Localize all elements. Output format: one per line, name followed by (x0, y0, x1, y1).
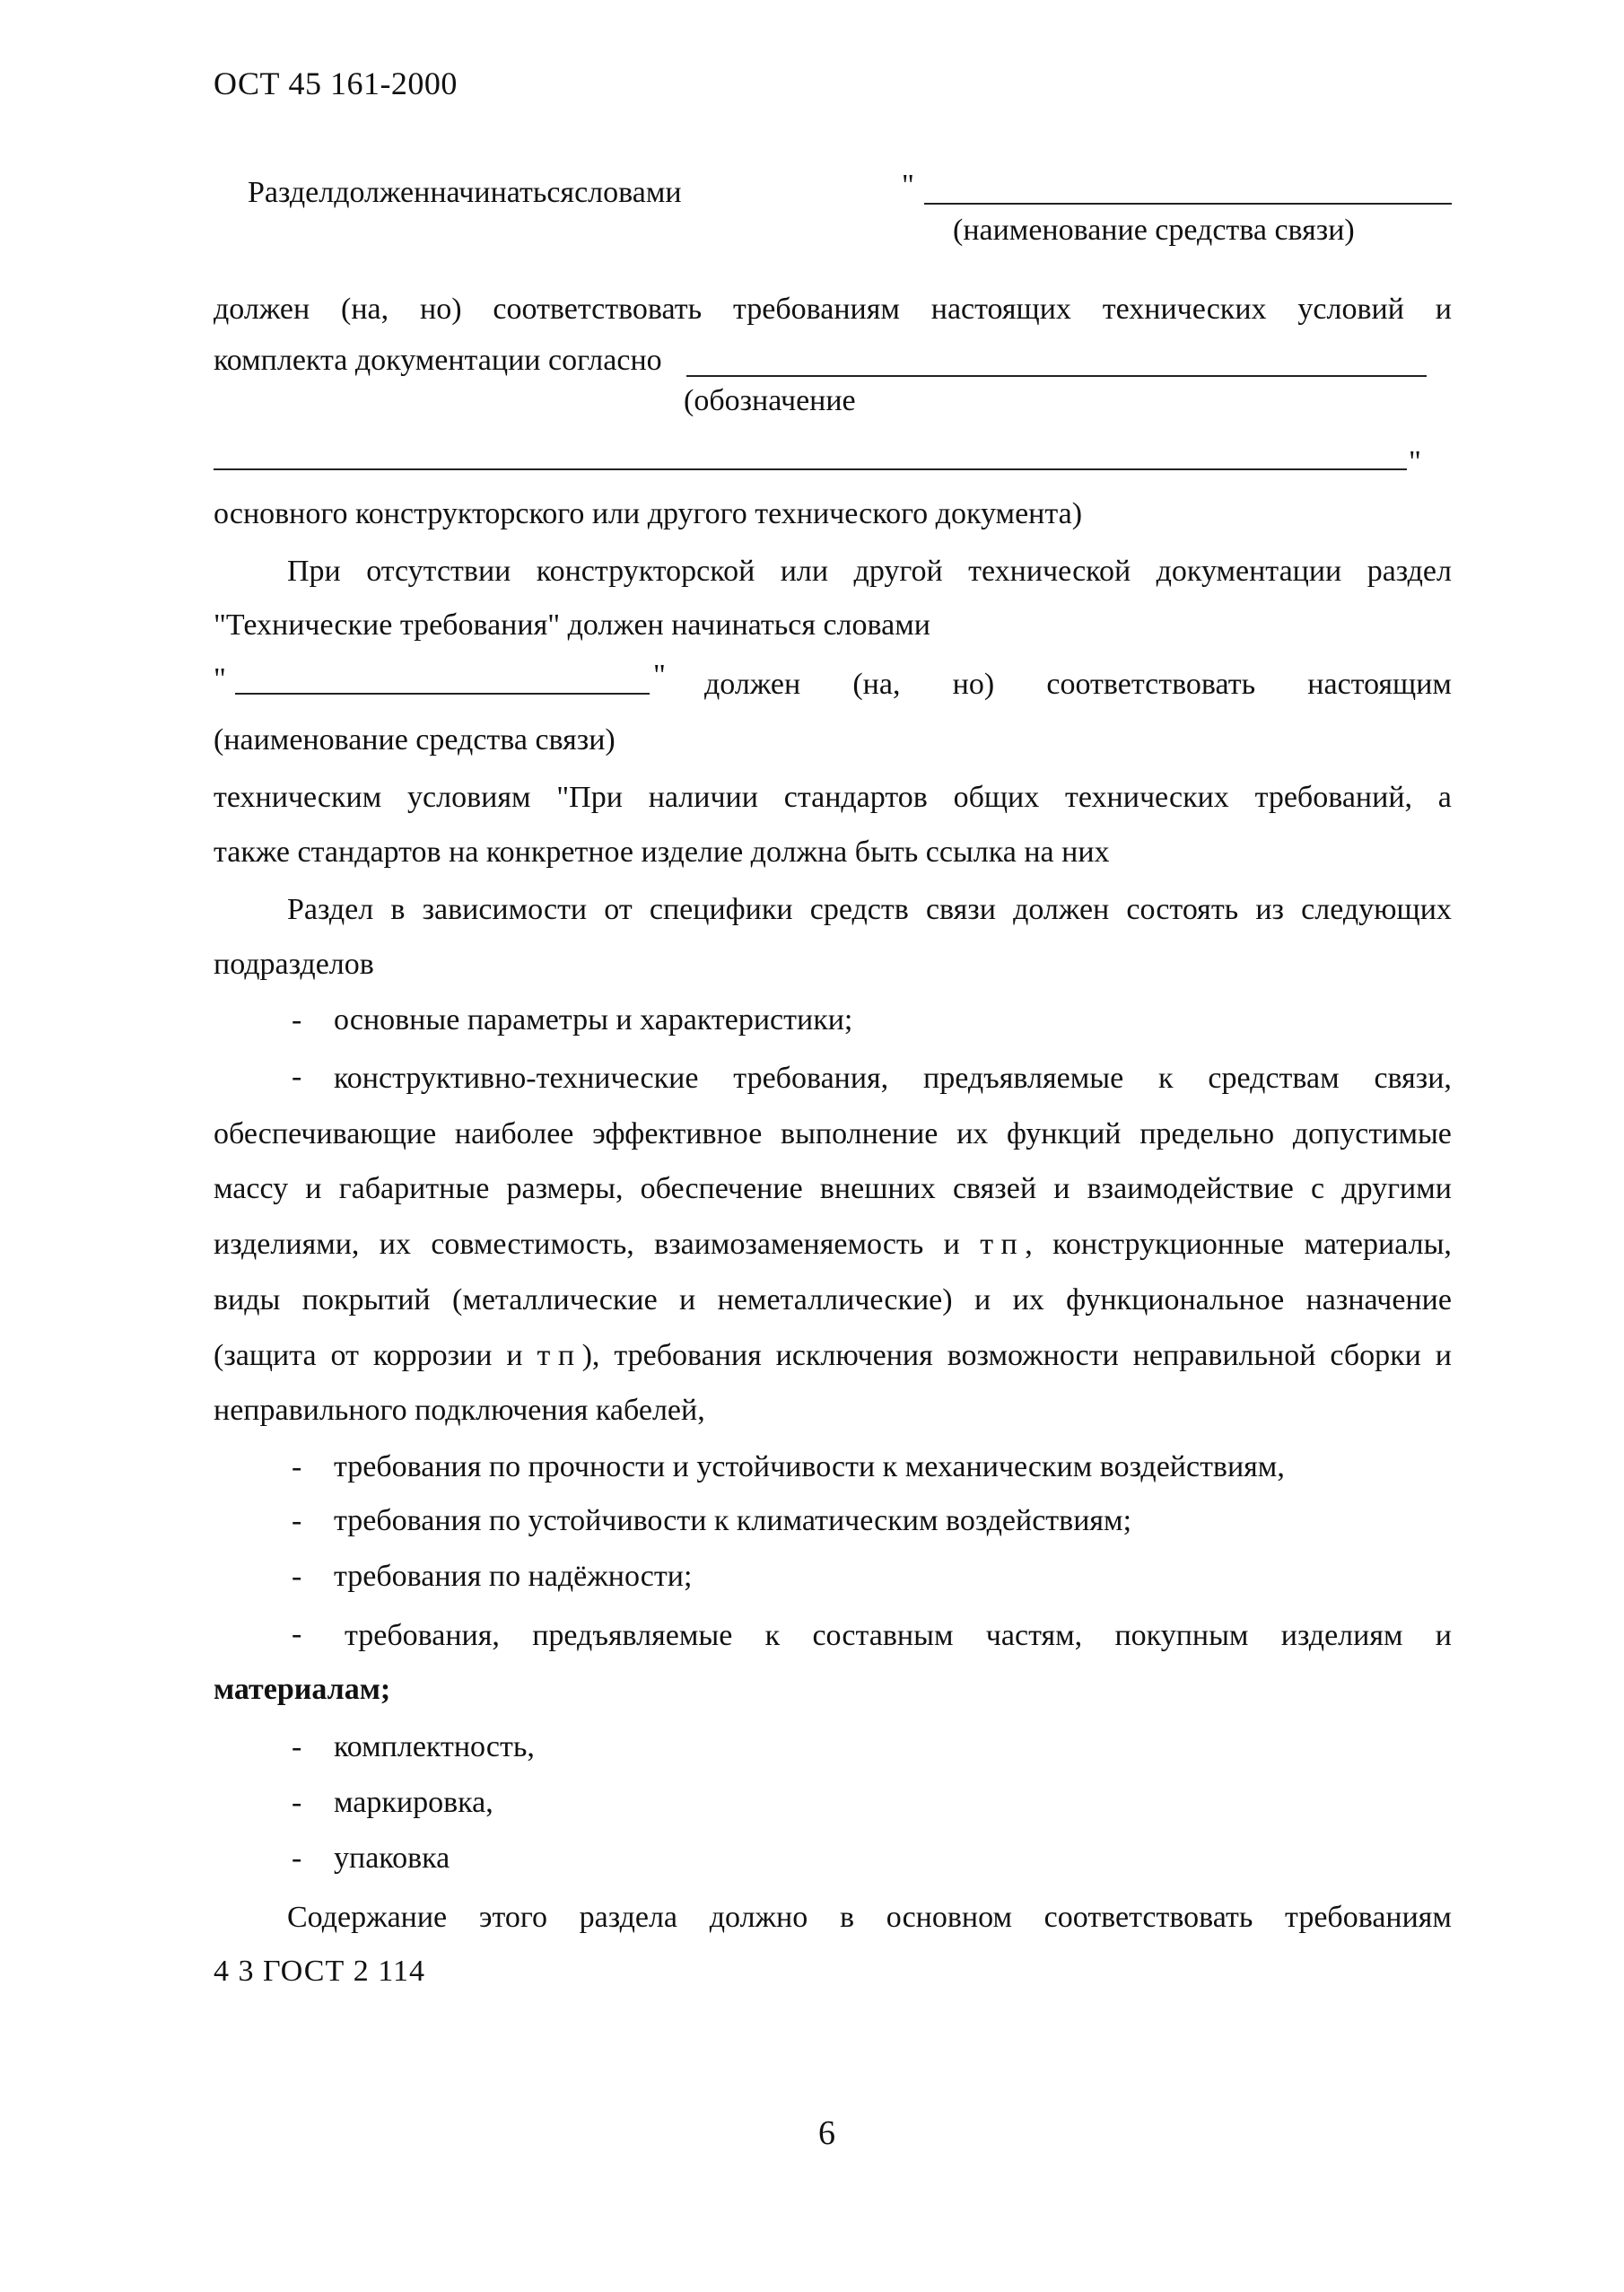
word: стандартов (783, 781, 928, 814)
absent-line-2: "Технические требования" должен начинаться словами (214, 608, 930, 642)
word: требования, (345, 1619, 500, 1652)
word: (на, (852, 668, 901, 701)
bullet-dash: - (292, 1450, 302, 1483)
word: Раздел (287, 893, 374, 926)
caption-designation: (обозначение (684, 384, 856, 417)
word: а (1437, 781, 1452, 814)
word: требования (614, 1339, 762, 1372)
section-line-2: подразделов (214, 948, 374, 981)
bullet-2-line-7: неправильного подключения кабелей, (214, 1394, 705, 1427)
word: и (974, 1283, 991, 1317)
quote-open: " (902, 169, 914, 202)
word: в (839, 1901, 855, 1934)
document-code: ОСТ 45 161-2000 (214, 66, 458, 101)
page-number: 6 (818, 2114, 835, 2152)
blank-line-comm-name-2 (235, 693, 650, 695)
word: должен (334, 176, 431, 209)
word: раздел (1366, 555, 1452, 588)
bullet-6-line-2: материалам; (214, 1673, 391, 1706)
absent-line-5 (214, 781, 1452, 815)
word: взаимодействие (1087, 1172, 1294, 1205)
section-line-1 (287, 893, 1452, 927)
word: другой (853, 555, 943, 588)
word: требования, (733, 1062, 889, 1095)
word: но) (952, 668, 995, 701)
word: должен (1013, 893, 1110, 926)
bullet-3: требования по прочности и устойчивости к механическим воздействиям, (334, 1450, 1285, 1483)
bullet-2-line-2 (214, 1117, 1452, 1151)
word: технической (968, 555, 1131, 588)
word: соответствовать (1043, 1901, 1253, 1934)
word: габаритные (338, 1172, 490, 1205)
bullet-dash: - (292, 1786, 302, 1819)
word: изделиями, (214, 1228, 360, 1261)
word: или (780, 555, 829, 588)
word: соответствовать (493, 293, 703, 326)
word: взаимозаменяемость (654, 1228, 924, 1261)
word: изделиям (1280, 1619, 1403, 1652)
bullet-dash: - (292, 1617, 302, 1650)
word: общих (953, 781, 1040, 814)
word: составным (812, 1619, 954, 1652)
bullet-2-line-1 (334, 1062, 1452, 1096)
word: исключения (775, 1339, 933, 1372)
word: документации (1156, 555, 1342, 588)
word: соответствовать (1046, 668, 1256, 701)
quote-close-2: " (653, 659, 666, 692)
word: назначение (1305, 1283, 1452, 1317)
absent-line-6: также стандартов на конкретное изделие должна быть ссылка на них (214, 835, 1110, 869)
caption-document: основного конструкторского или другого технического документа) (214, 497, 1083, 530)
word: из (1255, 893, 1284, 926)
word: состоять (1126, 893, 1239, 926)
word: (защита (214, 1339, 317, 1372)
word: (металлические (452, 1283, 658, 1317)
word: предельно (1139, 1117, 1275, 1150)
word: покупным (1114, 1619, 1249, 1652)
word: их (1012, 1283, 1044, 1317)
word: от (330, 1339, 359, 1372)
word: неправильной (1132, 1339, 1316, 1372)
word: возможности (947, 1339, 1119, 1372)
bullet-dash: - (292, 1504, 302, 1537)
bullet-2-line-5 (214, 1283, 1452, 1317)
word: другими (1341, 1172, 1452, 1205)
word: к (764, 1619, 781, 1652)
bullet-2-line-6 (214, 1339, 1452, 1373)
word: должен (704, 668, 801, 701)
word: внешних (819, 1172, 936, 1205)
word: технических (1065, 781, 1229, 814)
word: и (305, 1172, 322, 1205)
word: техническим (214, 781, 382, 814)
word: должно (709, 1901, 808, 1934)
word: и (943, 1228, 960, 1261)
bullet-7: комплектность, (334, 1730, 535, 1763)
intro-line-2 (214, 293, 1452, 327)
bullet-dash: - (292, 1560, 302, 1593)
word: виды (214, 1283, 281, 1317)
word: и (679, 1283, 696, 1317)
word: в (390, 893, 406, 926)
word: этого (478, 1901, 547, 1934)
bullet-dash: - (292, 1841, 302, 1875)
blank-line-comm-name (924, 203, 1452, 205)
word: неметаллические) (717, 1283, 953, 1317)
word: предъявляемые (532, 1619, 733, 1652)
word: связи, (1374, 1062, 1452, 1095)
word: допустимые (1292, 1117, 1452, 1150)
bullet-1: основные параметры и характеристики; (334, 1003, 853, 1037)
word: обеспечивающие (214, 1117, 437, 1150)
word: коррозии (372, 1339, 493, 1372)
word: технических (1102, 293, 1267, 326)
word: условий (1297, 293, 1404, 326)
word: связи (925, 893, 996, 926)
word: т п , (980, 1228, 1033, 1261)
bullet-6-line-1 (345, 1619, 1452, 1653)
word: начинаться (430, 176, 575, 209)
bullet-9: упаковка (334, 1841, 450, 1875)
word: специфики (649, 893, 793, 926)
bullet-8: маркировка, (334, 1786, 493, 1819)
word: и (1435, 1619, 1452, 1652)
quote-close: " (1409, 445, 1421, 478)
word: конструкционные (1052, 1228, 1285, 1261)
word: их (379, 1228, 411, 1261)
bullet-5: требования по надёжности; (334, 1560, 693, 1593)
word: т п ), (537, 1339, 600, 1372)
word: сборки (1330, 1339, 1421, 1372)
conclusion-line-1 (287, 1901, 1452, 1935)
word: Содержание (287, 1901, 448, 1934)
word: Раздел (248, 176, 335, 209)
word: функциональное (1066, 1283, 1285, 1317)
word: наиболее (454, 1117, 574, 1150)
word: эффективное (592, 1117, 763, 1150)
word: массу (214, 1172, 289, 1205)
word: зависимости (422, 893, 588, 926)
intro-line-3: комплекта документации согласно (214, 344, 662, 377)
absent-line-1 (287, 555, 1452, 589)
word: требованиям (1285, 1901, 1452, 1934)
word: но) (420, 293, 462, 326)
word: размеры, (506, 1172, 624, 1205)
blank-line-designation (686, 375, 1427, 377)
word: с (1310, 1172, 1325, 1205)
word: требованиям (732, 293, 900, 326)
bullet-dash: - (292, 1003, 302, 1037)
bullet-2-line-4 (214, 1228, 1452, 1262)
word: обеспечение (640, 1172, 803, 1205)
word: средствам (1208, 1062, 1340, 1095)
word: должен (214, 293, 310, 326)
word: настоящим (1307, 668, 1452, 701)
word: словами (574, 176, 682, 209)
conclusion-line-2: 4 3 ГОСТ 2 114 (214, 1955, 425, 1988)
word: к (1158, 1062, 1174, 1095)
word: основном (886, 1901, 1012, 1934)
word: требований, (1254, 781, 1413, 814)
intro-line-1 (248, 176, 682, 210)
bullet-dash: - (292, 1060, 302, 1093)
word: совместимость, (431, 1228, 634, 1261)
word: от (604, 893, 633, 926)
word: раздела (579, 1901, 678, 1934)
word: материалы, (1304, 1228, 1452, 1261)
word: покрытий (301, 1283, 431, 1317)
word: При (287, 555, 341, 588)
word: настоящих (930, 293, 1071, 326)
word: условиям (407, 781, 531, 814)
bullet-dash: - (292, 1730, 302, 1763)
word: "При (556, 781, 623, 814)
word: и (1053, 1172, 1070, 1205)
word: конструкторской (536, 555, 755, 588)
word: наличии (648, 781, 758, 814)
word: отсутствии (366, 555, 511, 588)
quote-open-2: " (214, 662, 226, 695)
caption-comm-name-2: (наименование средства связи) (214, 723, 616, 757)
word: конструктивно-технические (334, 1062, 699, 1095)
word: предъявляемые (923, 1062, 1124, 1095)
word: средств (809, 893, 909, 926)
word: функций (1007, 1117, 1122, 1150)
word: (на, (341, 293, 389, 326)
word: и (1435, 293, 1452, 326)
caption-comm-name: (наименование средства связи) (953, 214, 1355, 247)
blank-line-document (214, 468, 1407, 470)
word: связей (952, 1172, 1037, 1205)
word: частям, (985, 1619, 1083, 1652)
word: и (1435, 1339, 1452, 1372)
absent-line-3 (704, 668, 1452, 702)
bullet-2-line-3 (214, 1172, 1452, 1206)
word: выполнение (781, 1117, 939, 1150)
word: следующих (1301, 893, 1452, 926)
bullet-4: требования по устойчивости к климатическим воздействиям; (334, 1504, 1132, 1537)
word: и (506, 1339, 523, 1372)
word: их (956, 1117, 989, 1150)
